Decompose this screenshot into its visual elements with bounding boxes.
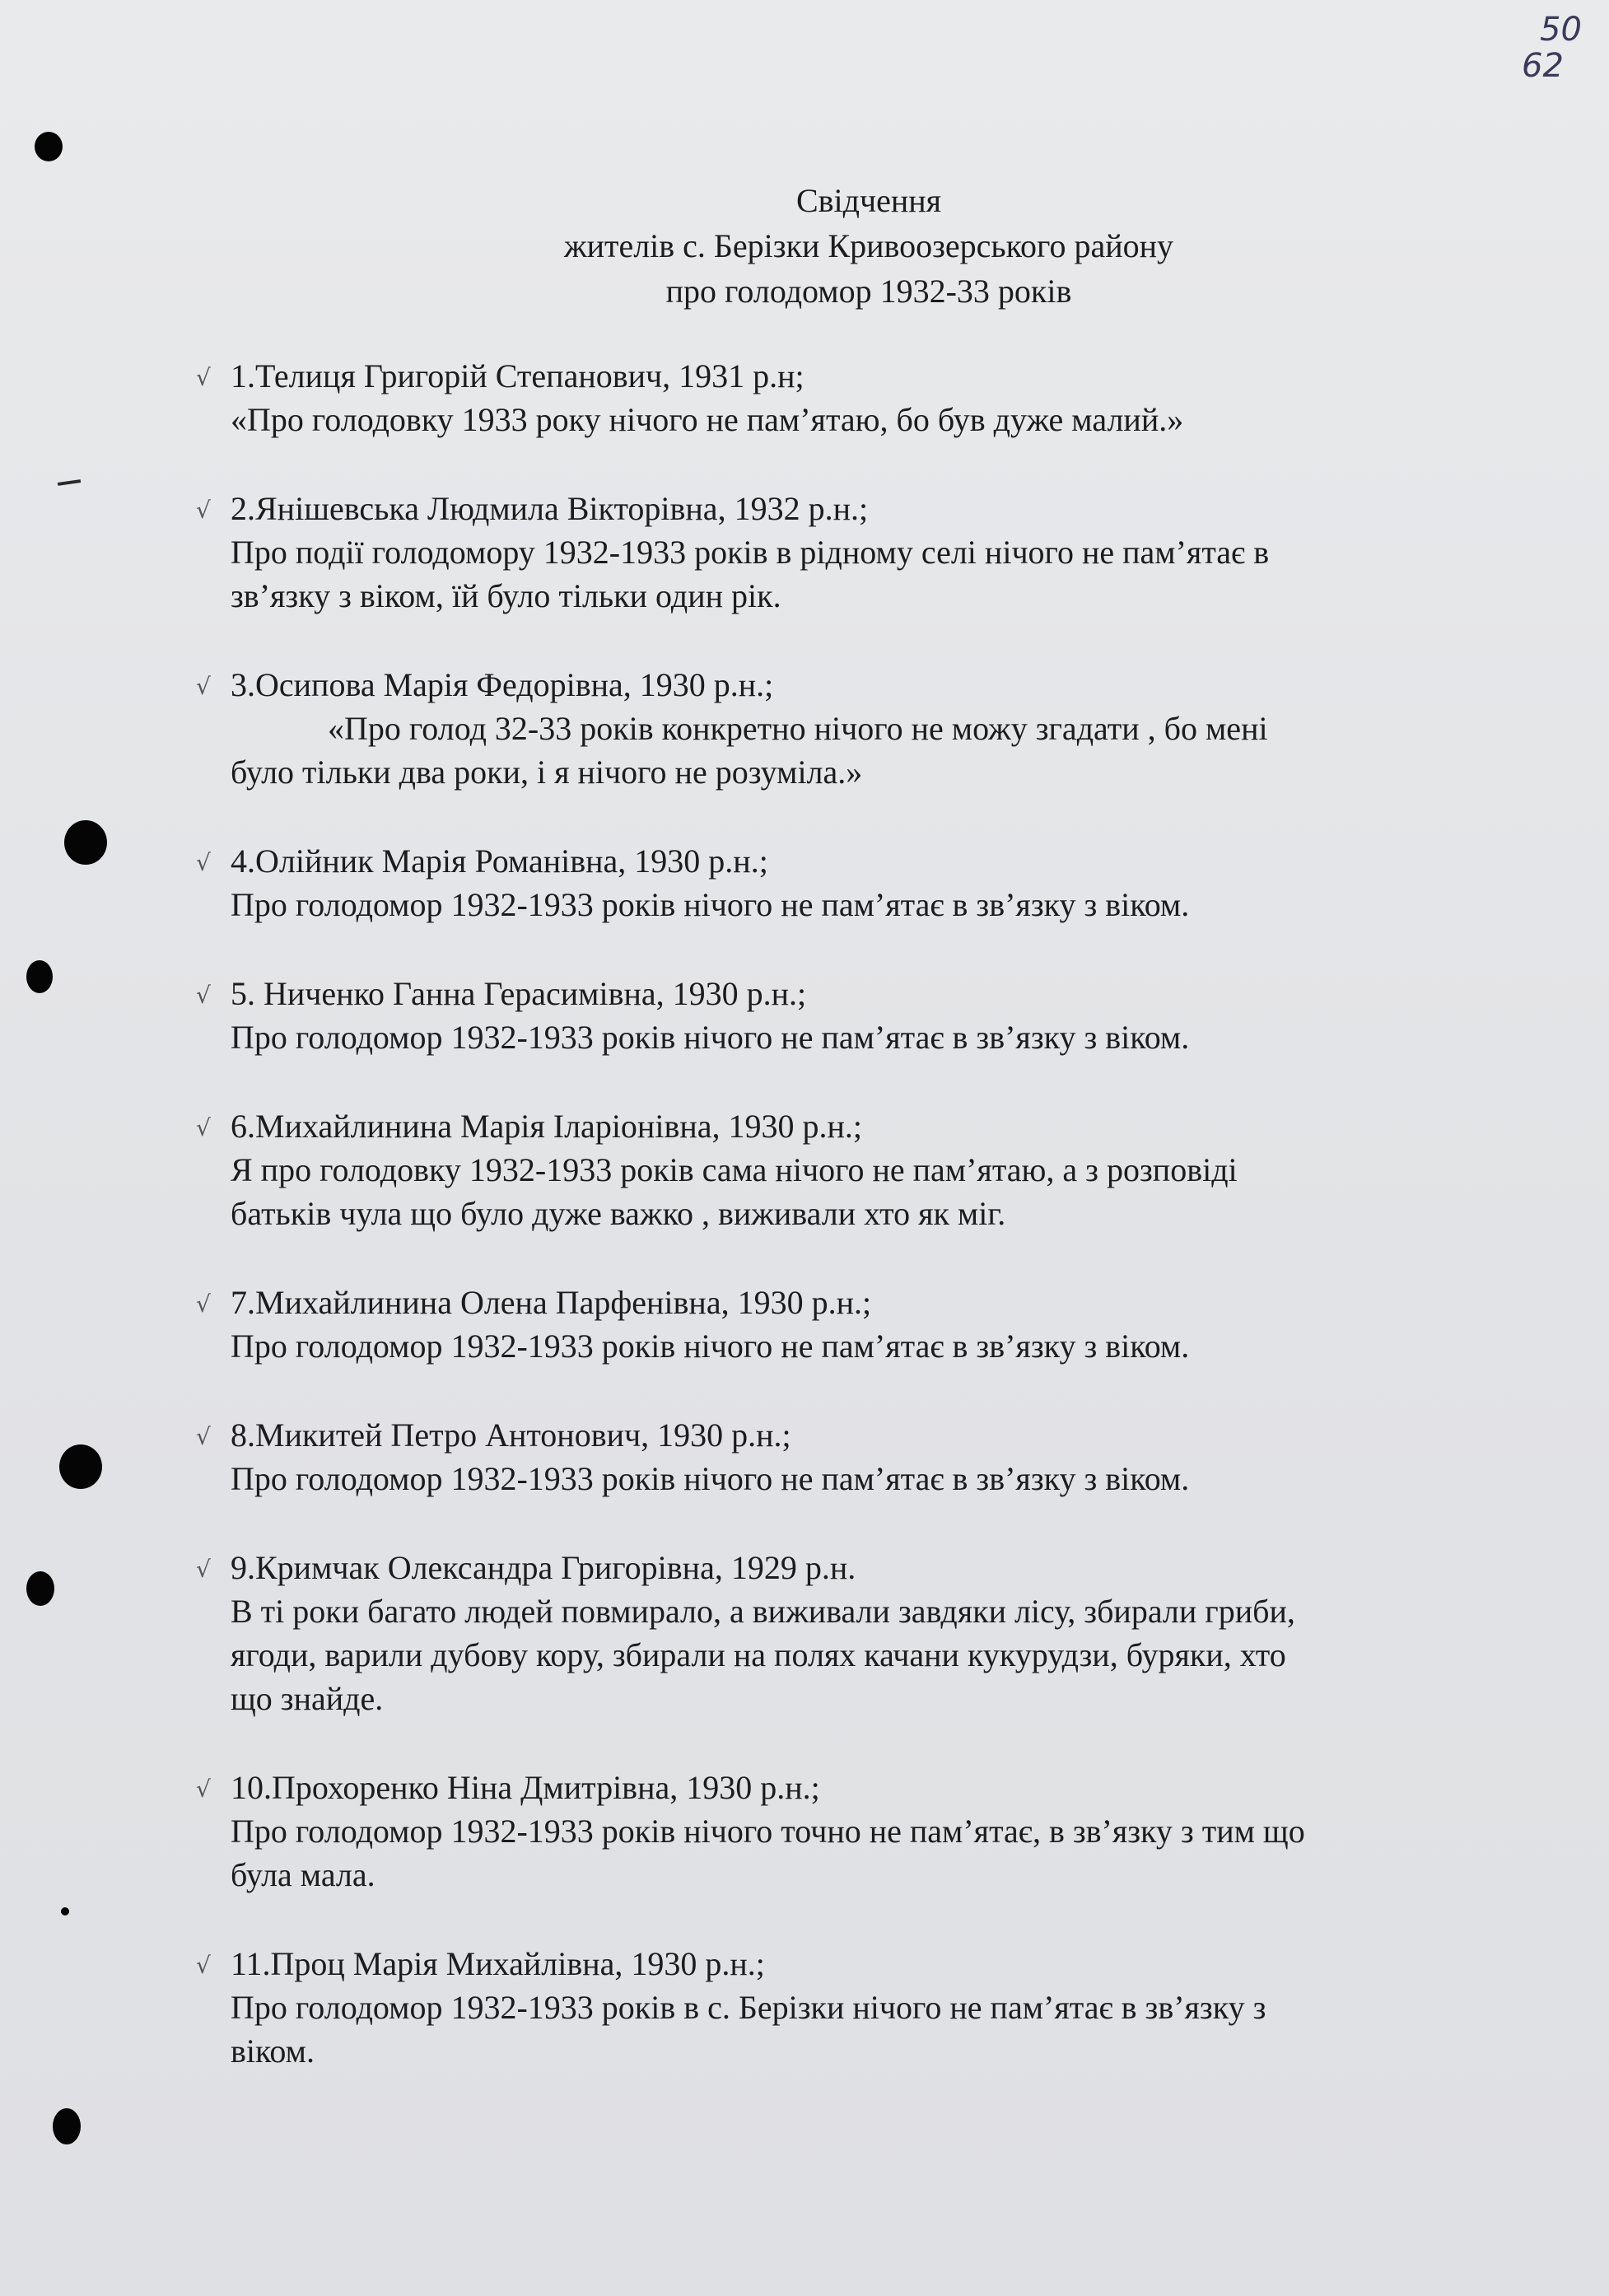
testimony-text: ягоди, варили дубову кору, збирали на полях качани кукурудзи, буряки, хто [231,1636,1286,1673]
punch-hole [26,1571,54,1606]
witness-name: 10.Прохоренко Ніна Дмитрівна, 1930 р.н.; [231,1769,820,1806]
testimony-text: було тільки два роки, і я нічого не розуміла.» [231,754,863,791]
punch-hole [53,2108,81,2144]
punch-hole [35,132,63,161]
testimony-entry [196,487,1515,618]
testimony-entry [196,354,1515,441]
testimony-entry [196,1281,1515,1368]
witness-name: 8.Микитей Петро Антонович, 1930 р.н.; [231,1416,791,1454]
testimony-entry [196,1546,1515,1720]
scan-mark [58,479,81,486]
document-subtitle: жителів с. Берізки Кривоозерського району [563,227,1174,264]
check-mark-icon: √ [196,1556,211,1583]
testimony-text: Я про голодовку 1932-1933 років сама нічого не пам’ятаю, а з розповіді [231,1151,1238,1188]
witness-name: 2.Янішевська Людмила Вікторівна, 1932 р.н.; [231,490,869,527]
punch-hole [26,960,53,993]
testimony-entry [196,1413,1515,1500]
testimony-text: «Про голод 32-33 років конкретно нічого не можу згадати , бо мені [328,710,1268,747]
testimony-text: була мала. [231,1856,375,1893]
punch-hole [61,1907,69,1916]
witness-name: 3.Осипова Марія Федорівна, 1930 р.н.; [231,666,774,703]
check-mark-icon: √ [196,1952,211,1979]
page-number-new: 62 [1522,47,1564,85]
testimony-text: зв’язку з віком, їй було тільки один рік. [231,577,781,614]
witness-name: 1.Телиця Григорій Степанович, 1931 р.н; [231,357,804,394]
testimony-text: що знайде. [231,1680,384,1717]
testimony-text: Про голодомор 1932-1933 років нічого точно не пам’ятає, в зв’язку з тим що [231,1813,1305,1850]
witness-name: 6.Михайлинина Марія Іларіонівна, 1930 р.н.; [231,1108,863,1145]
witness-name: 7.Михайлинина Олена Парфенівна, 1930 р.н.; [231,1284,872,1321]
testimony-text: Про події голодомору 1932-1933 років в рідному селі нічого не пам’ятає в [231,534,1270,571]
testimony-text: Про голодомор 1932-1933 років нічого не пам’ятає в зв’язку з віком. [231,1328,1190,1365]
witness-name: 11.Проц Марія Михайлівна, 1930 р.н.; [231,1945,765,1982]
witness-name: 9.Кримчак Олександра Григорівна, 1929 р.н. [231,1549,856,1586]
witness-name: 4.Олійник Марія Романівна, 1930 р.н.; [231,842,768,880]
testimony-entry [196,1104,1515,1235]
document-title: Свідчення [795,182,942,219]
testimony-list [196,354,1515,2118]
testimony-entry [196,1766,1515,1897]
check-mark-icon: √ [196,982,211,1009]
testimony-text: Про голодомор 1932-1933 років в с. Берізки нічого не пам’ятає в зв’язку з [231,1989,1266,2026]
check-mark-icon: √ [196,673,211,700]
punch-hole [64,820,107,865]
testimony-text: Про голодомор 1932-1933 років нічого не пам’ятає в зв’язку з віком. [231,886,1190,923]
check-mark-icon: √ [196,1114,211,1141]
check-mark-icon: √ [196,1290,211,1318]
testimony-text: Про голодомор 1932-1933 років нічого не пам’ятає в зв’язку з віком. [231,1460,1190,1497]
testimony-text: батьків чула що було дуже важко , виживали хто як міг. [231,1195,1006,1232]
testimony-entry [196,839,1515,926]
witness-name: 5. Ниченко Ганна Герасимівна, 1930 р.н.; [231,975,807,1012]
page-number-old: 50 [1540,11,1582,49]
testimony-entry [196,663,1515,794]
document-header [0,178,1609,314]
testimony-text: віком. [231,2032,315,2070]
page-number [1517,12,1591,84]
check-mark-icon: √ [196,364,211,391]
testimony-text: Про голодомор 1932-1933 років нічого не пам’ятає в зв’язку з віком. [231,1019,1190,1056]
punch-hole [59,1444,102,1489]
testimony-text: «Про голодовку 1933 року нічого не пам’ятаю, бо був дуже малий.» [231,401,1184,438]
testimony-text: В ті роки багато людей повмирало, а виживали завдяки лісу, збирали гриби, [231,1593,1295,1630]
check-mark-icon: √ [196,849,211,876]
check-mark-icon: √ [196,497,211,524]
document-subtitle-2: про голодомор 1932-33 років [665,273,1072,310]
check-mark-icon: √ [196,1776,211,1803]
check-mark-icon: √ [196,1423,211,1450]
testimony-entry [196,972,1515,1059]
testimony-entry [196,1942,1515,2073]
